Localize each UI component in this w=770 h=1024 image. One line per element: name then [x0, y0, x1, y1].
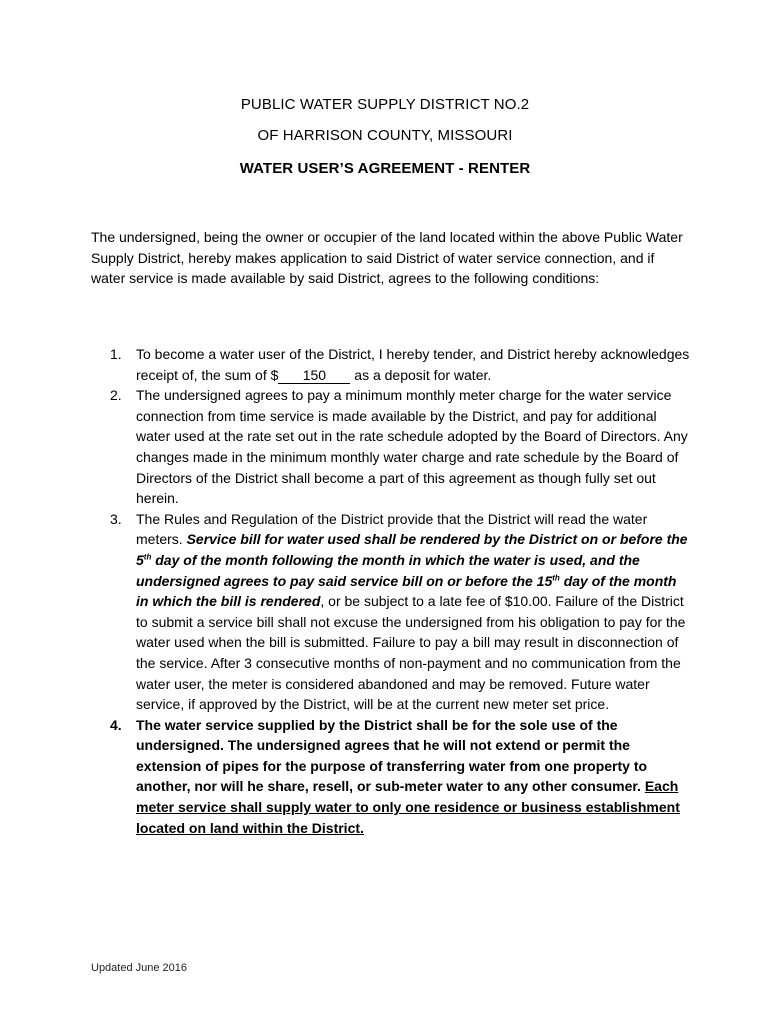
item-number: 4.	[110, 716, 122, 733]
item-text-plain: , or be subject to a late fee of $10.00. Failure of the District to submit a service bill shall not excuse the undersigned from his obligation to pay for the water used when the bill is submitted. Failure to pay a bill may result in disconnection of the service. After 3 consecutive months of non-payment and no communication from the water user, the meter is considered abandoned and may be removed. Future water service, if approved by the District, will be at the current new meter set price.	[136, 593, 686, 713]
condition-item-1	[110, 344, 690, 385]
item-text-after: as a deposit for water.	[354, 366, 492, 383]
item-text-plain: The Rules and Regulation of the District provide that the District will read the water meters.	[136, 510, 648, 548]
condition-item-3	[110, 509, 690, 715]
item-text: The undersigned agrees to pay a minimum monthly meter charge for the water service connection from time service is made available by the District, and pay for additional water used at the rate set out in the rate schedule adopted by the Board of Directors. Any changes made in the minimum monthly water charge and rate schedule by the Board of Directors of the District shall become a part of this agreement as though fully set out herein.	[136, 387, 688, 507]
item-text-before: To become a water user of the District, I hereby tender, and District hereby acknowledges receipt of, the sum of $	[136, 346, 690, 383]
conditions-list	[110, 344, 690, 838]
intro-paragraph: The undersigned, being the owner or occupier of the land located within the above Public Water Supply District, hereby makes application to said District of water service connection, and if water service is made available by said District, agrees to the following conditions:	[91, 229, 683, 286]
item-text-underlined: Each meter service shall supply water to only one residence or business establishment located on land within the District.	[136, 778, 680, 836]
item-text-bold: The water service supplied by the District shall be for the sole use of the undersigned. The undersigned agrees that he will not extend or permit the extension of pipes for the purpose of transferring water from one property to another, nor will he share, resell, or sub-meter water to any other consumer.	[136, 716, 648, 795]
item-number: 1.	[110, 346, 122, 362]
item-number: 3.	[110, 510, 122, 527]
item-number: 2.	[110, 387, 122, 404]
condition-item-2	[110, 385, 690, 509]
footer-updated-date: Updated June 2016	[91, 962, 188, 974]
ordinal-suffix: th	[552, 572, 560, 582]
agreement-title: WATER USER’S AGREEMENT - RENTER	[239, 160, 531, 177]
ordinal-suffix: th	[143, 552, 152, 562]
billing-terms-emphasis-1: Service bill for water used shall be rendered by the District on or before the 5	[136, 531, 688, 568]
county-state-title: OF HARRISON COUNTY, MISSOURI	[257, 127, 513, 144]
billing-terms-emphasis-2: day of the month following the month in which the water is used, and the undersigned agrees to pay said service bill on or before the 15	[136, 551, 640, 589]
district-name-title: PUBLIC WATER SUPPLY DISTRICT NO.2	[240, 96, 530, 113]
billing-terms-emphasis-3: day of the month in which the bill is rendered	[136, 572, 677, 610]
deposit-amount-blank: 150	[278, 368, 350, 384]
condition-item-4	[110, 715, 690, 839]
